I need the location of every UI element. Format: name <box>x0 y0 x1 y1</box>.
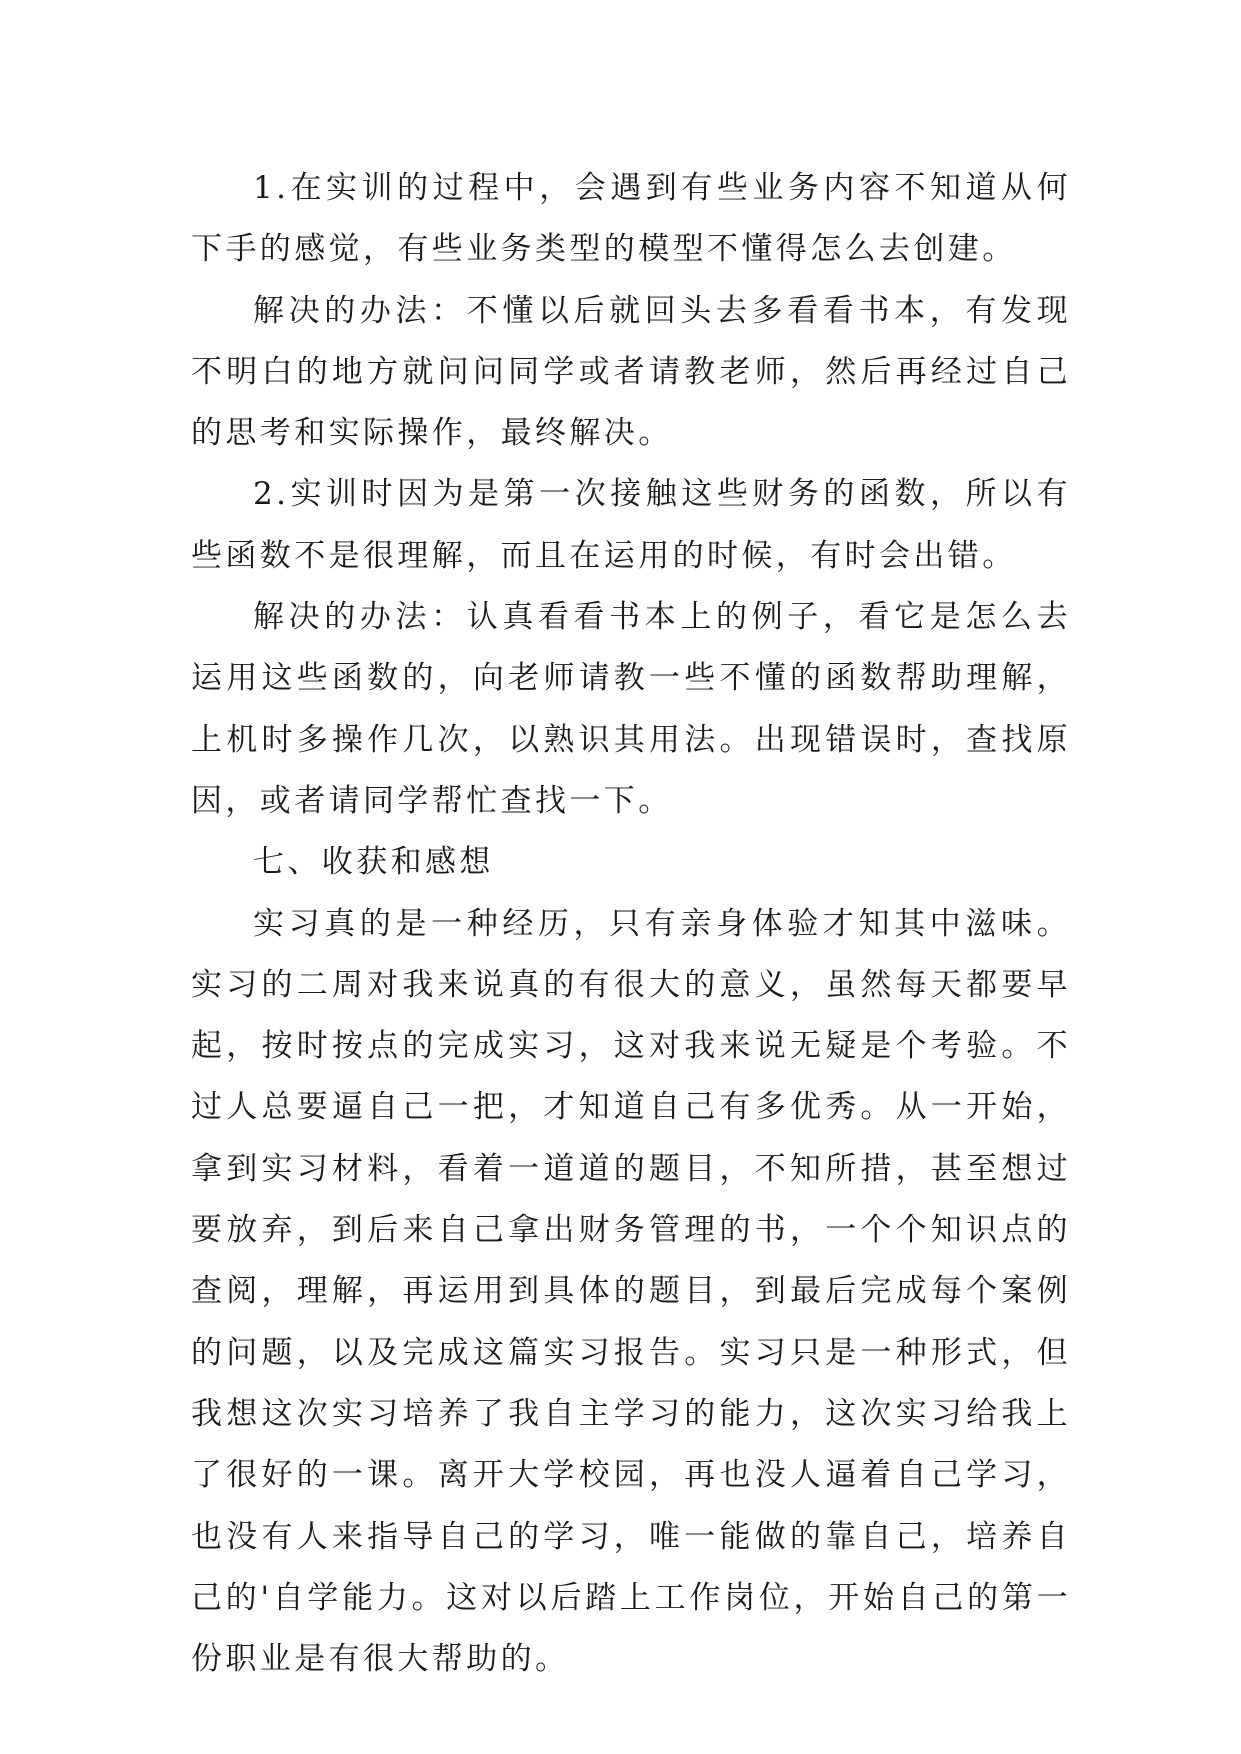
paragraph-problem-1: 1.在实训的过程中，会遇到有些业务内容不知道从何下手的感觉，有些业务类型的模型不懂得怎么去创建。 <box>191 170 1071 268</box>
paragraph-solution-2: 解决的办法：认真看看书本上的例子，看它是怎么去运用这些函数的，向老师请教一些不懂的函数帮助理解，上机时多操作几次，以熟识其用法。出现错误时，查找原因，或者请同学帮忙查找一下。 <box>191 599 1071 819</box>
section-heading: 七、收获和感想 <box>253 844 494 881</box>
paragraph-reflection: 实习真的是一种经历，只有亲身体验才知其中滋味。实习的二周对我来说真的有很大的意义，虽然每天都要早起，按时按点的完成实习，这对我来说无疑是个考验。不过人总要逼自己一把，才知道自己有多优秀。从一开始，拿到实习材料，看着一道道的题目，不知所措，甚至想过要放弃，到后来自己拿出财务管理的书，一个个知识点的查阅，理解，再运用到具体的题目，到最后完成每个案例的问题，以及完成这篇实习报告。实习只是一种形式，但我想这次实习培养了我自主学习的能力，这次实习给我上了很好的一课。离开大学校园，再也没人逼着自己学习，也没有人来指导自己的学习，唯一能做的靠自己，培养自己的'自学能力。这对以后踏上工作岗位，开始自己的第一份职业是有很大帮助的。 <box>191 905 1071 1678</box>
paragraph-solution-1: 解决的办法：不懂以后就回头去多看看书本，有发现不明白的地方就问问同学或者请教老师，然后再经过自己的思考和实际操作，最终解决。 <box>191 292 1071 452</box>
document-body <box>191 158 1071 1690</box>
paragraph-problem-2: 2.实训时因为是第一次接触这些财务的函数，所以有些函数不是很理解，而且在运用的时候，有时会出错。 <box>191 476 1071 574</box>
